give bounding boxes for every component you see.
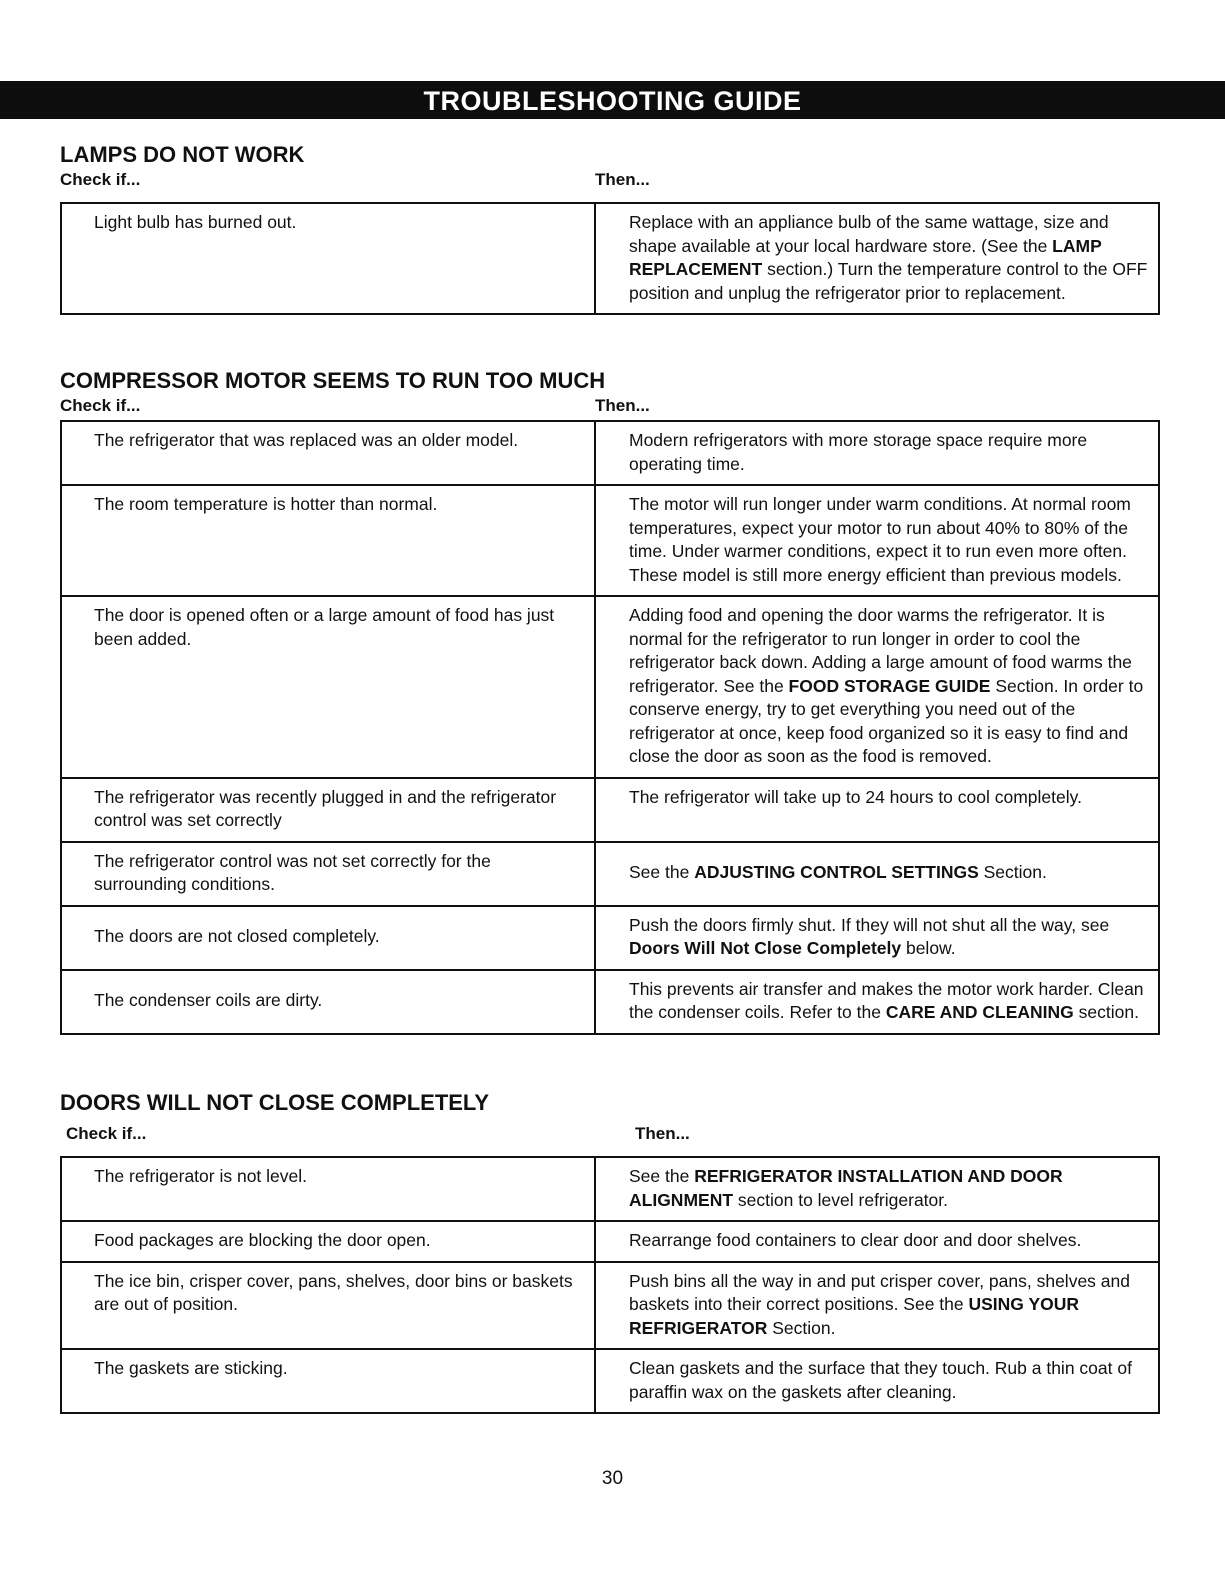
then-cell [595,1262,1159,1350]
then-cell [595,970,1159,1034]
emphasized-reference: USING YOUR REFRIGERATOR [629,1294,1080,1338]
page-number: 30 [601,1468,624,1489]
column-headers [60,394,1158,420]
text-segment: Adding food and opening the door warms the refrigerator. It is normal for the refrigerator to run longer in order to cool the refrigerator back down. Adding a large amount of food warms the refrigerator. See the [629,605,1132,696]
table-row [61,421,1159,485]
check-cell: The doors are not closed completely. [61,906,595,970]
table-row [61,842,1159,906]
then-header: Then... [595,170,650,189]
then-cell [595,842,1159,906]
emphasized-reference: LAMP REPLACEMENT [629,235,1102,279]
table-row [61,778,1159,842]
text-segment: The refrigerator will take up to 24 hours to cool completely. [629,786,1082,807]
text-segment: Section. In order to conserve energy, try to get everything you need out of the refrigerator at once, keep food organized so it is easy to find and close the door as soon as the food is removed. [629,675,1144,766]
then-cell [595,203,1159,314]
check-if-header: Check if... [60,170,141,189]
text-segment: Clean gaskets and the surface that they touch. Rub a thin coat of paraffin wax on the gaskets after cleaning. [629,1358,1132,1402]
emphasized-reference: Doors Will Not Close Completely [629,938,902,958]
table-row [61,1262,1159,1350]
text-segment: below. [901,938,956,958]
section-compressor [60,368,1158,1035]
column-headers [60,168,1158,194]
check-cell: The room temperature is hotter than normal. [61,485,595,596]
emphasized-reference: REFRIGERATOR INSTALLATION AND DOOR ALIGNMENT [629,1166,1063,1210]
text-segment: Section. [978,862,1047,883]
column-headers [60,1122,1158,1148]
check-if-header: Check if... [60,396,141,415]
text-segment: See the [629,862,695,883]
check-cell: The refrigerator that was replaced was an older model. [61,421,595,485]
check-cell: Food packages are blocking the door open. [61,1221,595,1262]
check-cell: The condenser coils are dirty. [61,970,595,1034]
then-header: Then... [595,396,650,415]
then-cell [595,778,1159,842]
emphasized-reference: FOOD STORAGE GUIDE [788,675,991,696]
table-row [61,1157,1159,1221]
section-doors [60,1090,1158,1414]
text-segment: This prevents air transfer and makes the motor work harder. Clean the condenser coils. Refer to the [629,978,1144,1022]
then-cell [595,1157,1159,1221]
text-segment: Modern refrigerators with more storage space require more operating time. [629,430,1088,474]
section-lamps [60,142,1158,315]
text-segment: section to level refrigerator. [733,1189,948,1210]
table-body [61,1157,1159,1413]
troubleshooting-table [60,420,1160,1035]
table-row [61,1221,1159,1262]
emphasized-reference: ADJUSTING CONTROL SETTINGS [694,862,979,883]
then-cell [595,1221,1159,1262]
text-segment: Section. [767,1317,836,1338]
check-cell: The refrigerator was recently plugged in and the refrigerator control was set correctly [61,778,595,842]
text-segment: Replace with an appliance bulb of the same wattage, size and shape available at your local hardware store. (See the [629,212,1109,256]
then-cell [595,485,1159,596]
table-body [61,203,1159,314]
page-banner-title: TROUBLESHOOTING GUIDE [0,81,1225,119]
then-cell [595,906,1159,970]
table-row [61,906,1159,970]
table-row [61,485,1159,596]
table-row [61,1349,1159,1413]
section-title: LAMPS DO NOT WORK [60,142,305,167]
table-row [61,596,1159,778]
table-row [61,970,1159,1034]
text-segment: section. [1073,1002,1139,1022]
check-cell: The door is opened often or a large amount of food has just been added. [61,596,595,778]
troubleshooting-table [60,202,1160,315]
text-segment: Push bins all the way in and put crisper cover, pans, shelves and baskets into their correct positions. See the [629,1270,1130,1314]
section-title: DOORS WILL NOT CLOSE COMPLETELY [60,1090,490,1115]
text-segment: section.) Turn the temperature control to the OFF position and unplug the refrigerator prior to replacement. [629,259,1148,303]
then-header: Then... [635,1124,690,1143]
text-segment: The motor will run longer under warm conditions. At normal room temperatures, expect your motor to run about 40% to 80% of the time. Under warmer conditions, expect it to run even more often. These model is still more energy efficient than previous models. [629,494,1131,585]
text-segment: Push the doors firmly shut. If they will not shut all the way, see [629,914,1110,935]
then-cell [595,596,1159,778]
check-cell: The refrigerator control was not set correctly for the surrounding conditions. [61,842,595,906]
table-row [61,203,1159,314]
check-cell: The ice bin, crisper cover, pans, shelves, door bins or baskets are out of position. [61,1262,595,1350]
text-segment: Rearrange food containers to clear door and door shelves. [629,1230,1082,1250]
check-cell: Light bulb has burned out. [61,203,595,314]
troubleshooting-table [60,1156,1160,1414]
check-if-header: Check if... [66,1124,147,1143]
then-cell [595,421,1159,485]
text-segment: See the [629,1166,695,1186]
check-cell: The refrigerator is not level. [61,1157,595,1221]
emphasized-reference: CARE AND CLEANING [885,1002,1074,1022]
check-cell: The gaskets are sticking. [61,1349,595,1413]
table-body [61,421,1159,1034]
section-title: COMPRESSOR MOTOR SEEMS TO RUN TOO MUCH [60,368,606,393]
then-cell [595,1349,1159,1413]
